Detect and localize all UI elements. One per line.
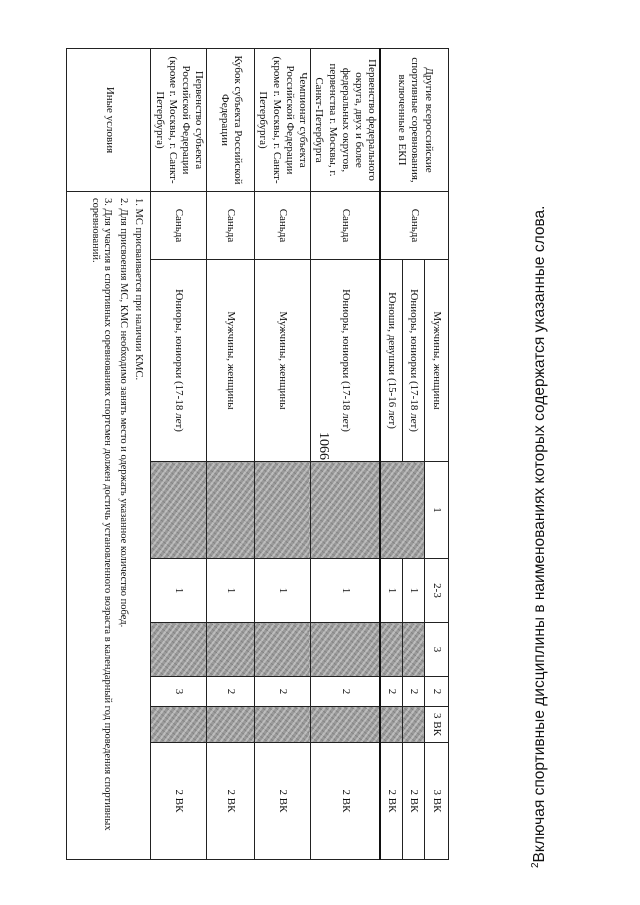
footnote-mark: 2 xyxy=(530,862,541,868)
value-cell: 2 ВК xyxy=(381,743,403,860)
shaded-cell xyxy=(207,707,255,743)
value-cell: 1 xyxy=(403,559,425,623)
value-cell: 2 ВК xyxy=(403,743,425,860)
discipline-cell: Саньда xyxy=(311,192,381,260)
event-cell: Кубок субъекта Российской Федерации xyxy=(207,49,255,192)
shaded-cell xyxy=(207,462,255,559)
shaded-cell xyxy=(151,707,207,743)
shaded-cell xyxy=(403,623,425,677)
shaded-cell xyxy=(311,707,381,743)
discipline-cell: Саньда xyxy=(207,192,255,260)
group-cell: Мужчины, женщины xyxy=(255,260,311,462)
shaded-cell xyxy=(311,623,381,677)
event-cell: Первенство субъекта Российской Федерации (кроме г. Москвы, г. Санкт-Петербурга) xyxy=(151,49,207,192)
value-cell: 3 xyxy=(151,677,207,707)
shaded-cell xyxy=(255,462,311,559)
value-cell: 2 xyxy=(255,677,311,707)
value-cell: 1 xyxy=(255,559,311,623)
group-cell: Юниоры, юниорки (17-18 лет) xyxy=(151,260,207,462)
col-header-1: 1 xyxy=(425,462,449,559)
event-cell: Чемпионат субъекта Российской Федерации (кроме г. Москвы, г. Санкт-Петербурга) xyxy=(255,49,311,192)
note-2: 2. Для присвоения МС, КМС необходимо занять место и одержать указанное количество побед. xyxy=(117,198,129,628)
group-cell: Юниоры, юниорки (17-18 лет) xyxy=(403,260,425,462)
other-conditions-label: Иные условия xyxy=(67,49,151,192)
value-cell: 2 xyxy=(381,677,403,707)
shaded-cell xyxy=(381,462,425,559)
footnote xyxy=(530,198,560,868)
value-cell: 1 xyxy=(151,559,207,623)
group-cell: Юноши, девушки (15-16 лет) xyxy=(381,260,403,462)
discipline-cell: Саньда xyxy=(255,192,311,260)
group-cell: Юниоры, юниорки (17-18 лет) xyxy=(311,260,381,462)
value-cell: 1 xyxy=(381,559,403,623)
event-vserossiyskie: Другие всероссийские спортивные соревнования, включенные в ЕКП xyxy=(381,49,449,192)
note-1: 1. МС присваивается при наличии КМС. xyxy=(133,198,145,381)
value-cell: 2 xyxy=(311,677,381,707)
shaded-cell xyxy=(255,707,311,743)
shaded-cell xyxy=(381,707,403,743)
shaded-cell xyxy=(255,623,311,677)
shaded-cell xyxy=(403,707,425,743)
col-header-3vk-b: 3 ВК xyxy=(425,743,449,860)
footnote-text: Включая спортивные дисциплины в наименованиях которых содержатся указанные слова. xyxy=(531,205,549,863)
value-cell: 2 ВК xyxy=(151,743,207,860)
col-header-3vk: 3 ВК xyxy=(425,707,449,743)
value-cell: 1 xyxy=(311,559,381,623)
shaded-cell xyxy=(381,623,403,677)
shaded-cell xyxy=(311,462,381,559)
shaded-cell xyxy=(151,623,207,677)
note-3: 3. Для участия в спортивных соревнованиях спортсмен должен достичь установленного возраста в календарный год проведения спортивных соревнований. xyxy=(89,198,114,831)
value-cell: 2 xyxy=(207,677,255,707)
col-header-2: 2 xyxy=(425,677,449,707)
discipline-cell: Саньда xyxy=(151,192,207,260)
group-cell: Мужчины, женщины xyxy=(425,260,449,462)
value-cell: 2 ВК xyxy=(311,743,381,860)
group-cell: Мужчины, женщины xyxy=(207,260,255,462)
page-number: 1066 xyxy=(316,432,331,460)
ranks-table xyxy=(67,48,450,860)
value-cell: 2 ВК xyxy=(207,743,255,860)
shaded-cell xyxy=(207,623,255,677)
col-header-3: 3 xyxy=(425,623,449,677)
value-cell: 2 ВК xyxy=(255,743,311,860)
value-cell: 2 xyxy=(403,677,425,707)
notes-cell xyxy=(67,192,151,860)
discipline-cell: Саньда xyxy=(381,192,449,260)
value-cell: 1 xyxy=(207,559,255,623)
event-cell: Первенство федерального округа, двух и более федеральных округов, первенства г. Москвы, г. Санкт-Петербурга xyxy=(311,49,381,192)
rotated-table-wrapper xyxy=(77,48,449,859)
shaded-cell xyxy=(151,462,207,559)
col-header-2-3: 2-3 xyxy=(425,559,449,623)
